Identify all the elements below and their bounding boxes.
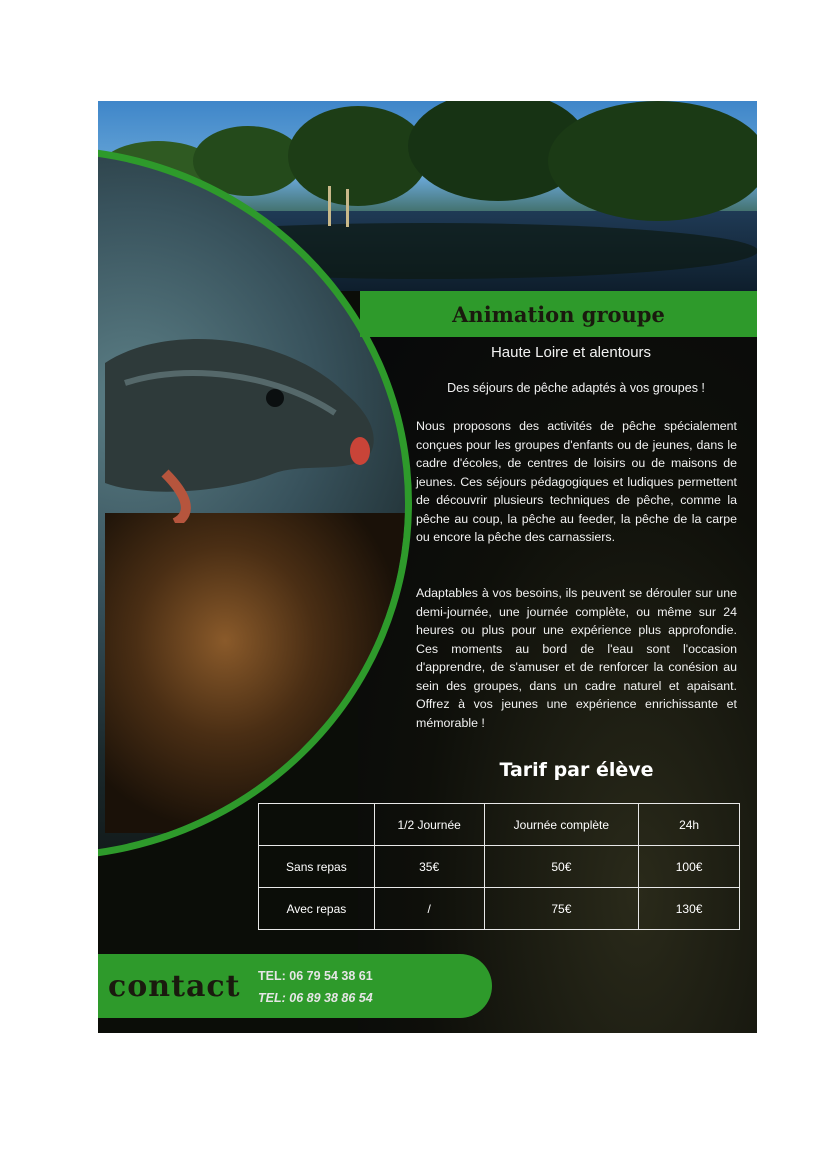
table-row-label: Sans repas bbox=[259, 846, 375, 888]
table-header-cell bbox=[259, 804, 375, 846]
table-cell: 100€ bbox=[639, 846, 740, 888]
table-cell: 35€ bbox=[374, 846, 484, 888]
table-row-label: Avec repas bbox=[259, 888, 375, 930]
tarif-heading: Tarif par élève bbox=[499, 759, 654, 781]
description-paragraph-1: Nous proposons des activités de pêche spécialement conçues pour les groupes d'enfants ou de jeunes, dans le cadre d'écoles, de centres de loisirs ou de maisons de jeunes. Ces séjours pédagogiques et ludiques permettent de découvrir plusieurs techniques de pêche, comme la pêche au coup, la pêche au feeder, la pêche de la carpe ou encore la pêche des carnassiers. bbox=[416, 419, 737, 544]
table-cell: 50€ bbox=[484, 846, 639, 888]
table-header-cell: 1/2 Journée bbox=[374, 804, 484, 846]
table-cell: / bbox=[374, 888, 484, 930]
table-cell: 75€ bbox=[484, 888, 639, 930]
price-table bbox=[258, 803, 740, 930]
table-header-row bbox=[259, 804, 740, 846]
subtitle: Haute Loire et alentours bbox=[490, 344, 652, 361]
flyer bbox=[98, 101, 757, 1033]
phone-number-1[interactable]: TEL: 06 79 54 38 61 bbox=[258, 969, 373, 983]
table-row bbox=[259, 888, 740, 930]
description-paragraph-2: Adaptables à vos besoins, ils peuvent se dérouler sur une demi-journée, une journée complète, ou même sur 24 heures ou plus pour une expérience plus approfondie. Ces moments au bord de l'eau sont l'occasion d'apprendre, de s'amuser et de renforcer la conésion au sein des groupes, dans un cadre naturel et apaisant. Offrez à vos jeunes une expérience enrichissante et mémorable ! bbox=[416, 586, 737, 730]
tagline: Des séjours de pêche adaptés à vos groupes ! bbox=[447, 381, 705, 395]
table-header-cell: Journée complète bbox=[484, 804, 639, 846]
carp-fish-image bbox=[105, 323, 395, 523]
contact-label: contact bbox=[108, 969, 241, 1004]
phone-number-2[interactable]: TEL: 06 89 38 86 54 bbox=[258, 991, 373, 1005]
table-header-cell: 24h bbox=[639, 804, 740, 846]
page-title: Animation groupe bbox=[452, 301, 665, 327]
title-band bbox=[360, 291, 757, 337]
table-row bbox=[259, 846, 740, 888]
table-cell: 130€ bbox=[639, 888, 740, 930]
seabed-image bbox=[105, 513, 405, 833]
